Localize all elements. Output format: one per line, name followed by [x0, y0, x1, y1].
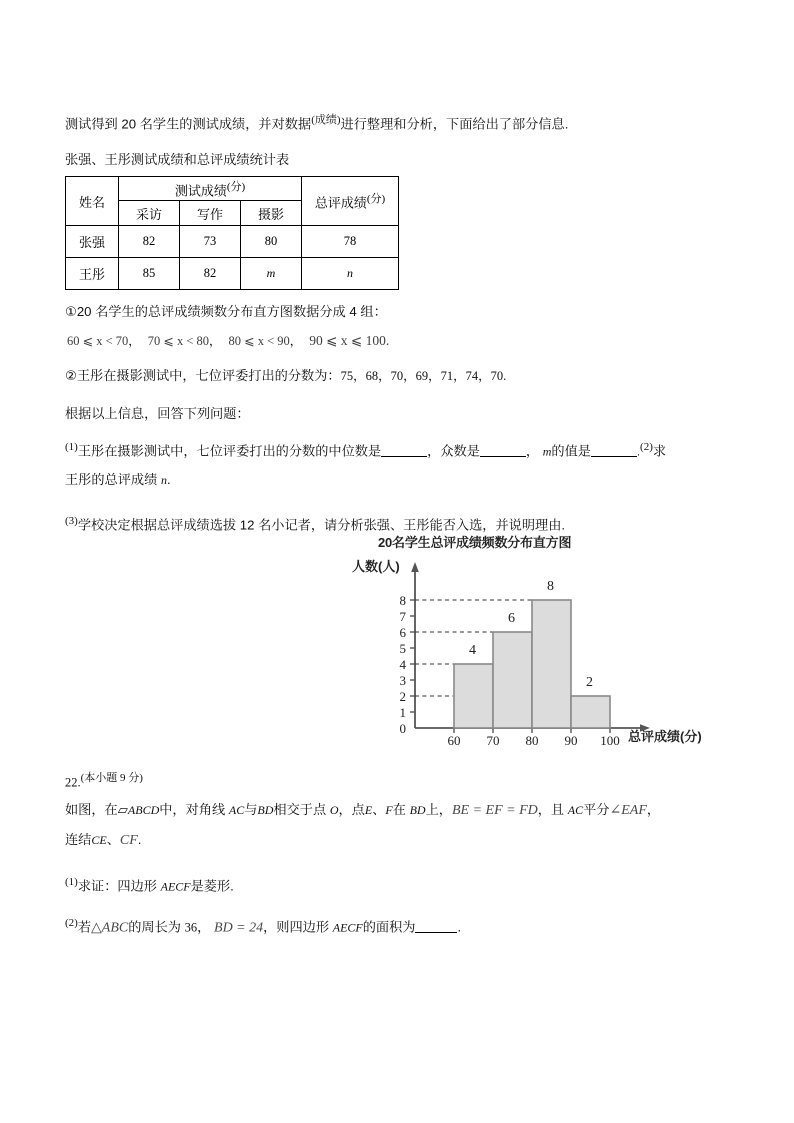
- question-3-text: 学校决定根据总评成绩选拔 12 名小记者，请分析张强、王彤能否入选，并说明理由.: [77, 517, 566, 533]
- problem-22-question-2: [65, 913, 461, 938]
- table-cell-photography: m: [241, 258, 302, 290]
- question-1-text-d: 的值是: [551, 443, 591, 459]
- p22-q2-perimeter: 36: [184, 920, 198, 935]
- table-header-photography: 摄影: [241, 201, 302, 226]
- chart-title: 20名学生总评成绩频数分布直方图: [378, 535, 572, 550]
- question-1: $^{(1)}$王彤在摄影测试中，七位评委打出的分数的中位数是 ，众数是 ， m的值是 .$^{(2)}$求: [65, 441, 667, 459]
- x-tick-60: 60: [447, 733, 461, 748]
- p22-q2-text-a: 若: [77, 919, 92, 935]
- table-cell-photography: 80: [241, 226, 302, 258]
- table-header-total-score-unit: (分): [366, 193, 386, 206]
- table-row: [66, 226, 399, 258]
- table-header-name-label: 姓名: [78, 194, 105, 210]
- problem-22-line-1: [65, 800, 660, 821]
- bar-90-100: [571, 696, 610, 728]
- x-tick-100: 100: [600, 733, 620, 748]
- chart-x-axis-label: 总评成绩(分): [628, 729, 702, 744]
- y-tick-0: 0: [399, 721, 406, 736]
- bar-label-70-80: 6: [508, 611, 515, 626]
- questions-prompt: 根据以上信息，回答下列问题：: [65, 406, 250, 421]
- p22-q2-bd-value: BD = 24: [214, 920, 264, 936]
- y-tick-3: 3: [399, 673, 406, 688]
- x-tick-70: 70: [486, 733, 500, 748]
- p22-q1-text-a: 求证：四边形: [77, 878, 157, 894]
- info-item-2-text: ②王彤在摄影测试中，七位评委打出的分数为：: [65, 368, 341, 383]
- p22-angle-eaf: ∠EAF: [609, 803, 647, 818]
- question-3-number: (3): [65, 515, 78, 527]
- table-header-total-score-label: 总评成绩: [314, 195, 367, 211]
- table-cell-name: 张强: [66, 226, 119, 258]
- table-header-test-score-unit: (分): [226, 180, 246, 193]
- p22-q1-text-b: 是菱形.: [190, 878, 234, 894]
- answer-blank-area[interactable]: [415, 919, 457, 933]
- p22-text-a: 如图，在▱: [65, 802, 128, 817]
- p22-var-ac2: AC: [567, 803, 584, 817]
- p22-var-o: O: [329, 803, 339, 817]
- table-cell-interview: 82: [119, 226, 180, 258]
- p22-q1-quad-aecf: AECF: [160, 879, 191, 894]
- p22-q2-number: (2): [65, 917, 78, 929]
- question-2-text-b: 王彤的总评成绩: [65, 472, 158, 487]
- info-item-2-scores: 75，68，70，69，71，74，70.: [340, 369, 507, 383]
- y-tick-2: 2: [399, 689, 406, 704]
- p22-text-connect: 连结: [65, 832, 92, 847]
- question-2-variable-n: n: [160, 473, 167, 487]
- p22-var-abcd: ABCD: [127, 803, 160, 817]
- p22-q2-text-b: 的周长为: [128, 919, 181, 935]
- y-tick-1: 1: [399, 705, 406, 720]
- bar-label-90-100: 2: [586, 675, 593, 690]
- p22-var-bd: BD: [257, 803, 274, 817]
- intro-line-1-part-b: 进行整理和分析，下面给出了部分信息.: [340, 116, 569, 132]
- intro-line-1: [65, 110, 568, 134]
- question-2-number: (2): [640, 441, 653, 453]
- y-tick-8: 8: [399, 593, 406, 608]
- table-header-name: [66, 177, 119, 226]
- intro-line-1-paren: (成绩): [311, 114, 341, 126]
- p22-q2-period: .: [457, 919, 462, 935]
- range-4: 90 ⩽ x ⩽ 100.: [309, 333, 390, 348]
- table-header-test-score-label: 测试成绩: [174, 183, 227, 199]
- problem-22-line-2: [65, 830, 141, 851]
- p22-q2-comma: ，: [197, 919, 211, 935]
- p22-text-i: ，且: [537, 802, 565, 817]
- p22-var-ce: CE: [91, 833, 107, 847]
- bar-label-80-90: 8: [547, 579, 554, 594]
- table-header-writing: 写作: [180, 201, 241, 226]
- question-1-variable-m: m: [542, 444, 552, 459]
- table-cell-interview: 85: [119, 258, 180, 290]
- bar-70-80: [493, 632, 532, 728]
- p22-var-bd2: BD: [409, 803, 426, 817]
- p22-q2-quad-aecf: AECF: [332, 920, 363, 935]
- table-cell-writing: 82: [180, 258, 241, 290]
- p22-text-g: 在: [392, 802, 406, 817]
- problem-22-number: 22.: [65, 775, 81, 790]
- question-1-text-b: ，众数是: [427, 443, 480, 459]
- problem-22-header: [65, 768, 143, 792]
- info-item-2: [65, 366, 506, 386]
- p22-text-f: 、: [372, 802, 386, 817]
- p22-var-e: E: [364, 803, 373, 817]
- question-2-text-a: 求: [652, 443, 667, 459]
- table-header-test-score: [119, 177, 302, 201]
- info-item-1: ①20 名学生的总评成绩频数分布直方图数据分成 4 组：: [65, 304, 387, 319]
- table-cell-name: 王彤: [66, 258, 119, 290]
- p22-text-h: 上，: [425, 802, 452, 817]
- chart-y-axis-label: 人数(人): [352, 559, 400, 574]
- intro-line-1-part-a: 测试得到 20 名学生的测试成绩，并对数据: [65, 116, 312, 132]
- y-tick-7: 7: [399, 609, 406, 624]
- y-tick-4: 4: [399, 657, 406, 672]
- x-tick-80: 80: [525, 733, 539, 748]
- p22-equation-be-ef-fd: BE = EF = FD: [451, 803, 538, 818]
- range-3: 80 ⩽ x < 90: [228, 334, 290, 348]
- answer-blank-m[interactable]: [591, 443, 637, 457]
- p22-q2-triangle-abc: △ABC: [91, 920, 129, 936]
- scores-table: [65, 176, 399, 290]
- problem-22-points: (本小题 9 分): [80, 772, 143, 784]
- range-2: 70 ⩽ x < 80: [147, 334, 210, 348]
- bar-label-60-70: 4: [469, 643, 476, 658]
- info-ranges: 60 ⩽ x < 70， 70 ⩽ x < 80， 80 ⩽ x < 90， 90 ⩽ x ⩽ 100.: [67, 333, 390, 348]
- table-row: [66, 258, 399, 290]
- x-tick-90: 90: [564, 733, 578, 748]
- p22-text-d: 相交于点: [273, 802, 327, 817]
- p22-text-e: ，点: [338, 802, 365, 817]
- p22-text-b: 中，对角线: [159, 802, 226, 817]
- question-2-period: .: [166, 472, 171, 487]
- p22-var-ac: AC: [228, 803, 245, 817]
- table-cell-total: n: [302, 258, 399, 290]
- p22-var-f: F: [385, 803, 393, 817]
- table-header-row-1: [66, 177, 399, 201]
- frequency-histogram: [350, 530, 750, 765]
- chart-svg: [350, 530, 750, 765]
- answer-blank-mode[interactable]: [480, 443, 526, 457]
- table-cell-total: 78: [302, 226, 399, 258]
- p22-q1-number: (1): [65, 876, 78, 888]
- question-1-number: (1): [65, 441, 78, 453]
- bar-80-90: [532, 600, 571, 728]
- p22-q2-text-d: ，则四边形: [263, 919, 330, 935]
- p22-text-comma: 、: [106, 832, 120, 847]
- y-tick-5: 5: [399, 641, 406, 656]
- table-caption: 张强、王彤测试成绩和总评成绩统计表: [65, 152, 290, 167]
- table-header-interview: 采访: [119, 201, 180, 226]
- y-tick-6: 6: [399, 625, 406, 640]
- question-1-text-a: 王彤在摄影测试中，七位评委打出的分数的中位数是: [77, 443, 382, 459]
- range-1: 60 ⩽ x < 70: [67, 334, 129, 348]
- table-header-total-score: [302, 177, 399, 226]
- question-2-continued: [65, 470, 171, 490]
- question-1-text-c: ，: [525, 443, 540, 459]
- bar-60-70: [454, 664, 493, 728]
- table-cell-writing: 73: [180, 226, 241, 258]
- p22-var-cf: CF: [119, 833, 138, 848]
- p22-text-k: ，: [646, 802, 661, 817]
- answer-blank-median[interactable]: [381, 443, 427, 457]
- p22-q2-text-e: 的面积为: [362, 919, 416, 935]
- p22-text-period: .: [137, 832, 142, 847]
- chart-bars: [454, 600, 610, 728]
- p22-text-c: 与: [244, 802, 258, 817]
- p22-text-j: 平分: [583, 802, 610, 817]
- problem-22-question-1: [65, 872, 234, 896]
